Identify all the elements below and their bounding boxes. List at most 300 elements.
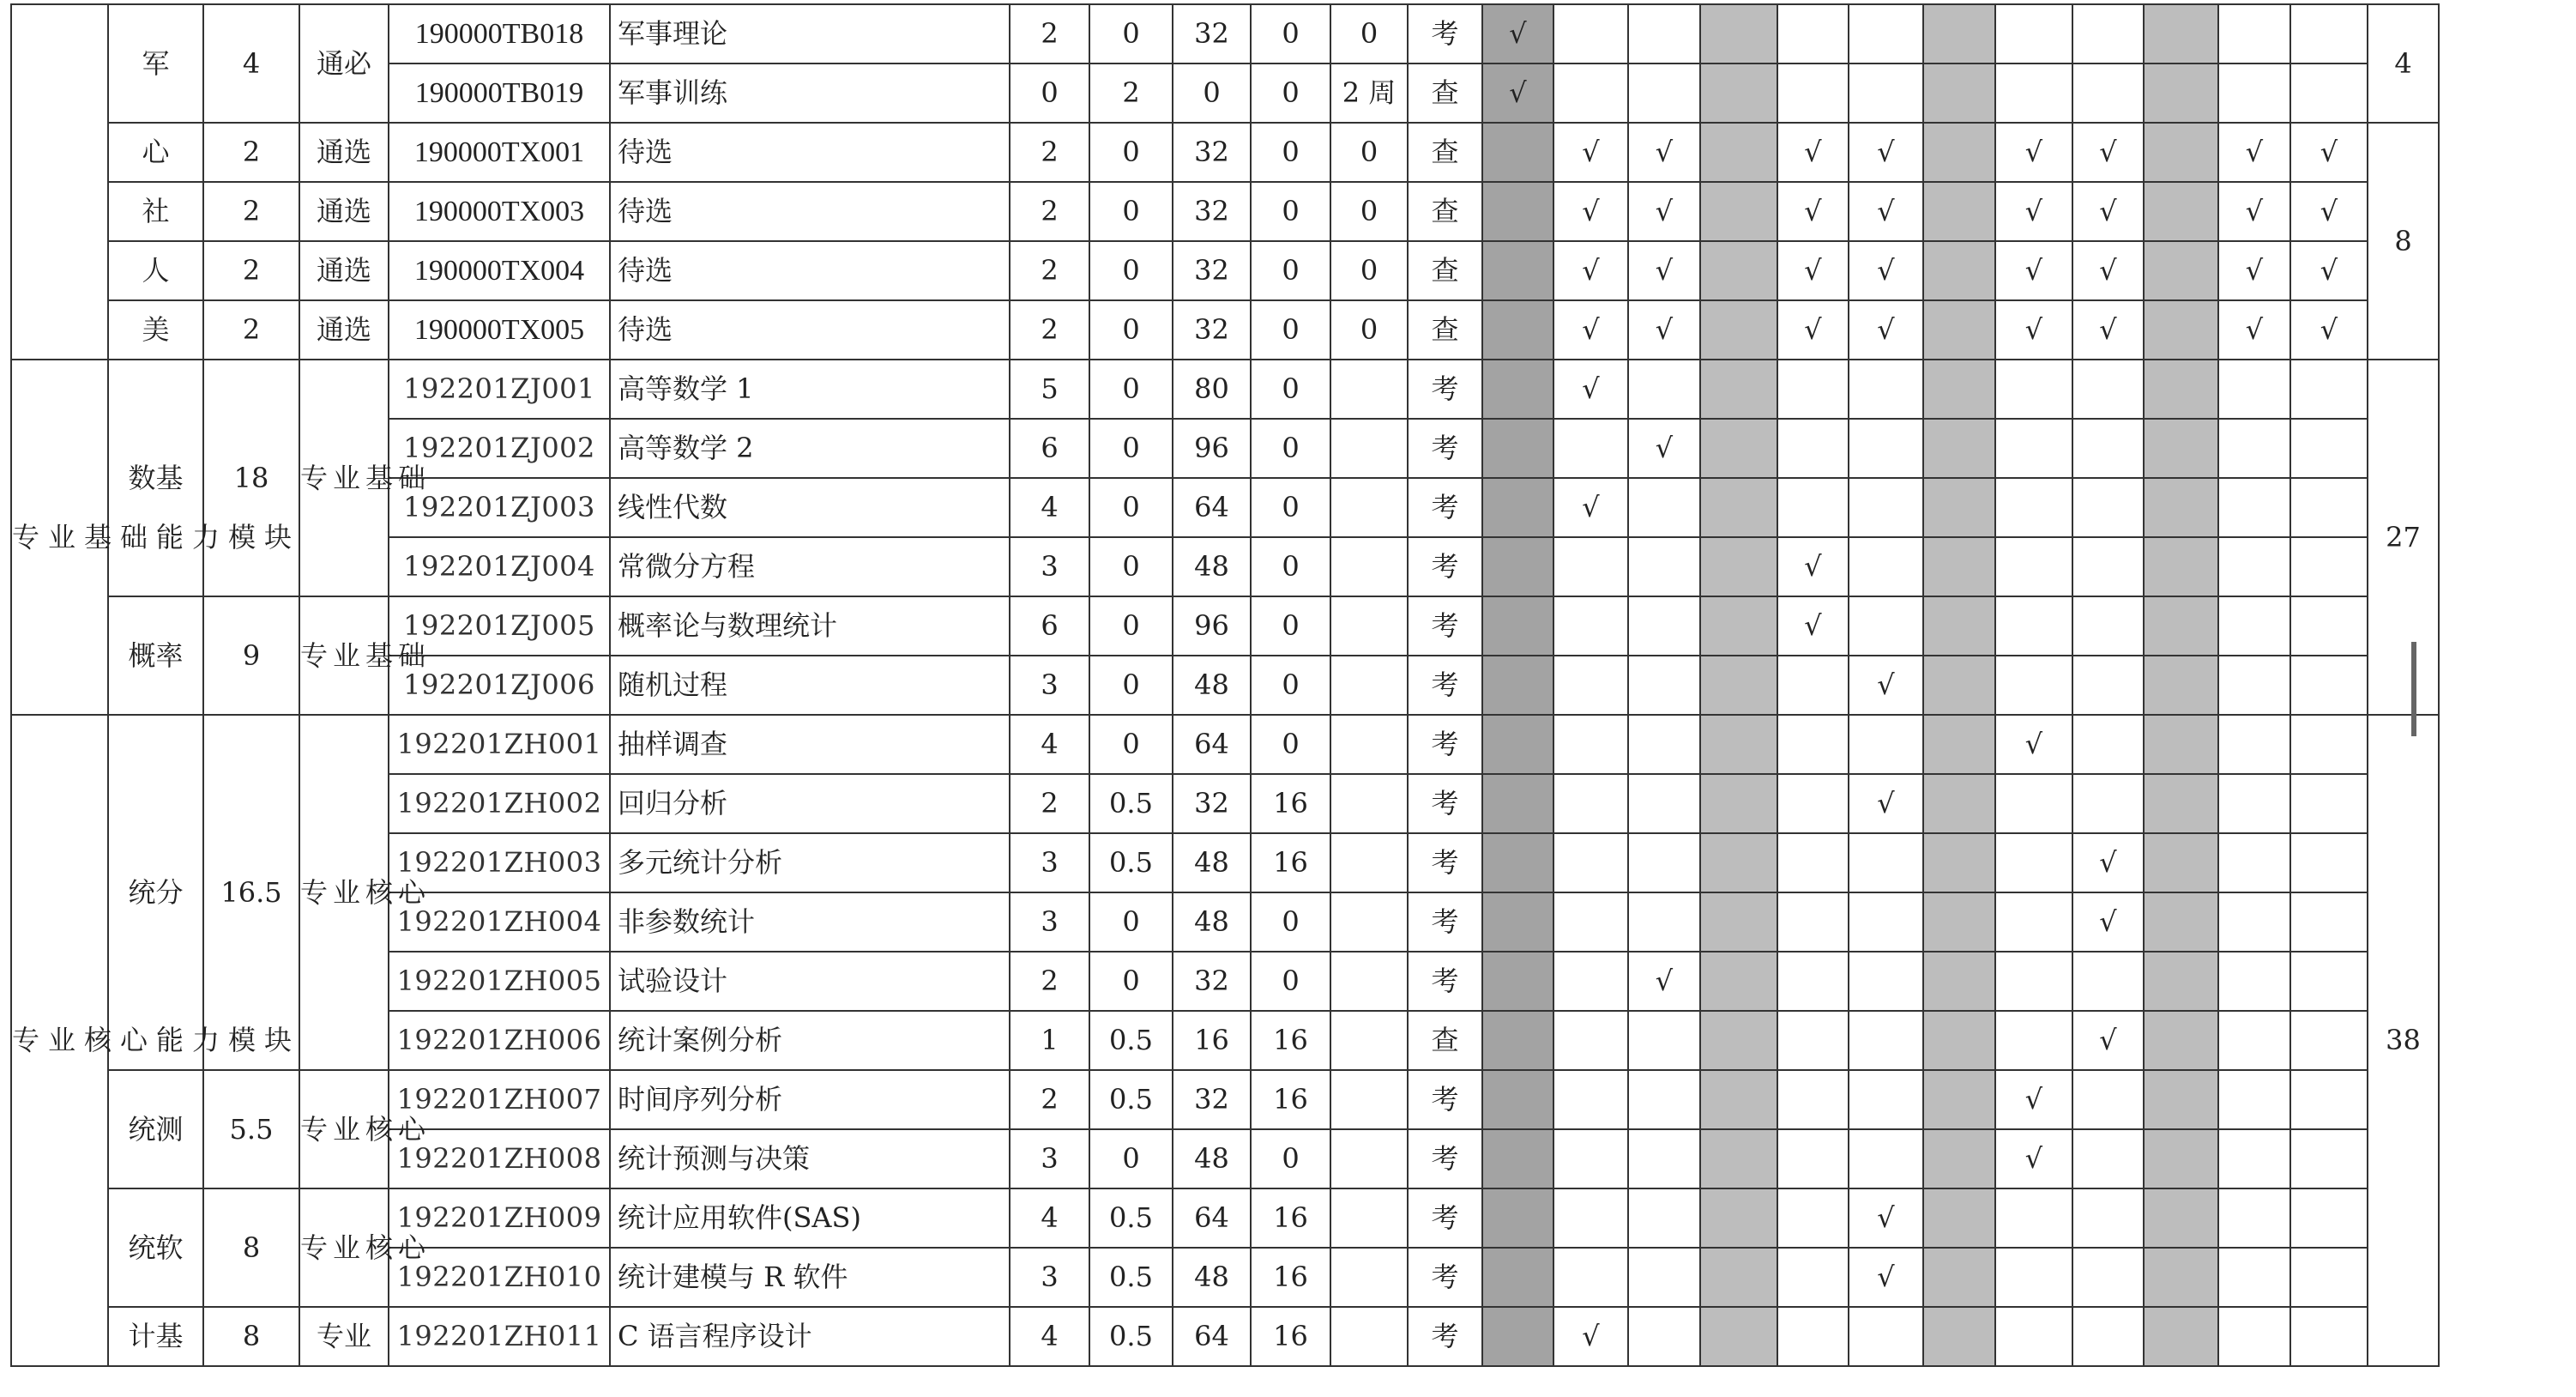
semester-check-cell	[2144, 478, 2218, 537]
course-name-cell: 待选	[610, 300, 1010, 360]
semester-check-cell	[2218, 478, 2290, 537]
practice-credits-cell: 0.5	[1089, 774, 1173, 833]
semester-check-cell	[2072, 478, 2144, 537]
course-credits-cell: 2	[1010, 1070, 1089, 1129]
practice-credits-cell: 0	[1089, 1129, 1173, 1188]
semester-check-cell	[2290, 360, 2368, 419]
semester-check-cell	[1995, 596, 2072, 656]
course-name-cell: 待选	[610, 241, 1010, 300]
theory-hours-cell: 16	[1173, 1011, 1251, 1070]
semester-check-cell	[1923, 833, 1995, 892]
semester-check-cell	[1923, 774, 1995, 833]
semester-check-cell	[2144, 64, 2218, 123]
type-cell: 专业核心	[299, 715, 389, 1070]
semester-check-cell	[1995, 478, 2072, 537]
practice-weeks-cell	[1330, 1188, 1408, 1248]
experiment-hours-cell: 16	[1251, 1188, 1330, 1248]
course-name-cell: 待选	[610, 123, 1010, 182]
semester-check-cell	[2072, 1129, 2144, 1188]
semester-check-cell	[1849, 952, 1923, 1011]
practice-weeks-cell: 0	[1330, 123, 1408, 182]
semester-check-cell	[1923, 241, 1995, 300]
semester-check-cell	[1700, 596, 1777, 656]
semester-check-cell	[1700, 656, 1777, 715]
course-name-cell: 高等数学 2	[610, 419, 1010, 478]
semester-check-cell: √	[2218, 182, 2290, 241]
theory-hours-cell: 80	[1173, 360, 1251, 419]
experiment-hours-cell: 16	[1251, 774, 1330, 833]
semester-check-cell	[1923, 182, 1995, 241]
assessment-cell: 查	[1408, 182, 1482, 241]
scrollbar-thumb[interactable]	[2411, 642, 2416, 736]
theory-hours-cell: 96	[1173, 419, 1251, 478]
course-name-cell: 概率论与数理统计	[610, 596, 1010, 656]
course-plan-document	[10, 3, 2421, 1390]
course-credits-cell: 5	[1010, 360, 1089, 419]
experiment-hours-cell: 16	[1251, 1011, 1330, 1070]
course-credits-cell: 3	[1010, 1129, 1089, 1188]
table-row	[11, 1070, 2575, 1129]
theory-hours-cell: 96	[1173, 596, 1251, 656]
semester-check-cell	[1849, 833, 1923, 892]
semester-check-cell	[1628, 774, 1700, 833]
practice-credits-cell: 2	[1089, 64, 1173, 123]
semester-check-cell	[1482, 241, 1553, 300]
module-cell-foundation: 专业基础能力模块	[11, 360, 108, 715]
theory-hours-cell: 32	[1173, 123, 1251, 182]
semester-check-cell	[2218, 1248, 2290, 1307]
semester-check-cell	[1777, 952, 1849, 1011]
semester-check-cell	[2072, 774, 2144, 833]
theory-hours-cell: 32	[1173, 4, 1251, 64]
course-code-cell: 190000TX005	[389, 300, 610, 360]
table-row	[11, 300, 2575, 360]
course-name-cell: 多元统计分析	[610, 833, 1010, 892]
table-row	[11, 360, 2575, 419]
practice-credits-cell: 0	[1089, 419, 1173, 478]
semester-check-cell	[1482, 478, 1553, 537]
semester-check-cell	[1700, 182, 1777, 241]
semester-check-cell	[1482, 360, 1553, 419]
practice-weeks-cell: 0	[1330, 182, 1408, 241]
semester-check-cell	[1482, 952, 1553, 1011]
table-row	[11, 64, 2575, 123]
semester-check-cell	[1777, 892, 1849, 952]
semester-check-cell	[1628, 64, 1700, 123]
course-code-cell: 192201ZH010	[389, 1248, 610, 1307]
theory-hours-cell: 48	[1173, 537, 1251, 596]
semester-check-cell: √	[1482, 4, 1553, 64]
type-cell: 专业核心	[299, 1070, 389, 1188]
semester-check-cell	[2218, 4, 2290, 64]
semester-check-cell	[1700, 537, 1777, 596]
assessment-cell: 考	[1408, 833, 1482, 892]
semester-check-cell	[1923, 419, 1995, 478]
semester-check-cell	[1995, 1307, 2072, 1366]
semester-check-cell	[2072, 1307, 2144, 1366]
semester-check-cell	[1482, 1070, 1553, 1129]
credits-cell: 18	[203, 360, 299, 596]
table-row	[11, 1188, 2575, 1248]
semester-check-cell	[1995, 774, 2072, 833]
semester-check-cell	[1849, 478, 1923, 537]
course-credits-cell: 2	[1010, 4, 1089, 64]
semester-check-cell	[1923, 300, 1995, 360]
semester-check-cell	[1482, 715, 1553, 774]
course-name-cell: C 语言程序设计	[610, 1307, 1010, 1366]
practice-weeks-cell	[1330, 1248, 1408, 1307]
semester-check-cell	[1923, 656, 1995, 715]
theory-hours-cell: 48	[1173, 656, 1251, 715]
semester-check-cell	[1777, 1248, 1849, 1307]
semester-check-cell	[1849, 419, 1923, 478]
semester-check-cell	[2144, 1070, 2218, 1129]
semester-check-cell	[1923, 360, 1995, 419]
semester-check-cell	[2144, 4, 2218, 64]
semester-check-cell	[1628, 1307, 1700, 1366]
experiment-hours-cell: 0	[1251, 478, 1330, 537]
semester-check-cell	[2218, 1307, 2290, 1366]
semester-check-cell	[1628, 715, 1700, 774]
semester-check-cell	[2218, 64, 2290, 123]
semester-check-cell	[1482, 419, 1553, 478]
semester-check-cell	[1995, 656, 2072, 715]
semester-check-cell	[1995, 360, 2072, 419]
semester-check-cell	[2218, 1011, 2290, 1070]
assessment-cell: 查	[1408, 123, 1482, 182]
table-row	[11, 952, 2575, 1011]
semester-check-cell	[2072, 360, 2144, 419]
semester-check-cell	[1849, 64, 1923, 123]
course-code-cell: 192201ZJ005	[389, 596, 610, 656]
semester-check-cell	[1482, 300, 1553, 360]
semester-check-cell: √	[1849, 774, 1923, 833]
course-credits-cell: 2	[1010, 182, 1089, 241]
semester-check-cell	[2072, 715, 2144, 774]
category-cell: 统软	[108, 1188, 203, 1307]
semester-check-cell: √	[2072, 182, 2144, 241]
assessment-cell: 考	[1408, 1129, 1482, 1188]
semester-check-cell	[1628, 537, 1700, 596]
semester-check-cell: √	[1995, 123, 2072, 182]
semester-check-cell	[1777, 656, 1849, 715]
semester-check-cell	[1995, 64, 2072, 123]
type-cell: 通选	[299, 300, 389, 360]
semester-check-cell	[2144, 1011, 2218, 1070]
type-cell: 通选	[299, 241, 389, 300]
table-row	[11, 537, 2575, 596]
course-credits-cell: 3	[1010, 1248, 1089, 1307]
semester-check-cell	[1482, 123, 1553, 182]
practice-credits-cell: 0	[1089, 596, 1173, 656]
module-cell-core: 专业核心能力模块	[11, 715, 108, 1366]
module-total-cell: 8	[2368, 123, 2439, 360]
semester-check-cell	[2218, 596, 2290, 656]
course-name-cell: 非参数统计	[610, 892, 1010, 952]
type-cell: 通选	[299, 123, 389, 182]
semester-check-cell	[1849, 360, 1923, 419]
table-row	[11, 182, 2575, 241]
semester-check-cell	[2218, 892, 2290, 952]
semester-check-cell: √	[2290, 182, 2368, 241]
course-name-cell: 军事训练	[610, 64, 1010, 123]
semester-check-cell: √	[1777, 596, 1849, 656]
theory-hours-cell: 0	[1173, 64, 1251, 123]
semester-check-cell	[2144, 1248, 2218, 1307]
course-code-cell: 192201ZH011	[389, 1307, 610, 1366]
semester-check-cell: √	[1995, 182, 2072, 241]
practice-weeks-cell	[1330, 419, 1408, 478]
semester-check-cell	[1553, 774, 1628, 833]
semester-check-cell: √	[1553, 1307, 1628, 1366]
semester-check-cell	[1700, 478, 1777, 537]
assessment-cell: 查	[1408, 1011, 1482, 1070]
course-name-cell: 常微分方程	[610, 537, 1010, 596]
practice-weeks-cell	[1330, 1011, 1408, 1070]
semester-check-cell	[1923, 478, 1995, 537]
semester-check-cell	[1923, 1307, 1995, 1366]
semester-check-cell: √	[1553, 300, 1628, 360]
semester-check-cell	[1700, 419, 1777, 478]
experiment-hours-cell: 0	[1251, 952, 1330, 1011]
course-name-cell: 统计案例分析	[610, 1011, 1010, 1070]
semester-check-cell	[1995, 833, 2072, 892]
semester-check-cell	[1482, 1011, 1553, 1070]
assessment-cell: 查	[1408, 300, 1482, 360]
semester-check-cell	[2144, 182, 2218, 241]
semester-check-cell	[1923, 892, 1995, 952]
course-name-cell: 统计建模与 R 软件	[610, 1248, 1010, 1307]
theory-hours-cell: 48	[1173, 892, 1251, 952]
theory-hours-cell: 32	[1173, 182, 1251, 241]
semester-check-cell: √	[2218, 123, 2290, 182]
semester-check-cell: √	[1777, 182, 1849, 241]
semester-check-cell	[1923, 537, 1995, 596]
course-credits-cell: 6	[1010, 596, 1089, 656]
table-row	[11, 1011, 2575, 1070]
credits-cell: 2	[203, 123, 299, 182]
semester-check-cell	[2144, 300, 2218, 360]
assessment-cell: 考	[1408, 419, 1482, 478]
semester-check-cell	[1553, 715, 1628, 774]
course-name-cell: 统计应用软件(SAS)	[610, 1188, 1010, 1248]
practice-credits-cell: 0.5	[1089, 1248, 1173, 1307]
semester-check-cell	[1553, 4, 1628, 64]
experiment-hours-cell: 0	[1251, 182, 1330, 241]
category-cell: 计基	[108, 1307, 203, 1366]
semester-check-cell	[2144, 1188, 2218, 1248]
semester-check-cell	[1482, 1188, 1553, 1248]
experiment-hours-cell: 0	[1251, 1129, 1330, 1188]
semester-check-cell	[2144, 241, 2218, 300]
semester-check-cell	[1553, 952, 1628, 1011]
course-code-cell: 192201ZH003	[389, 833, 610, 892]
semester-check-cell	[1923, 123, 1995, 182]
semester-check-cell	[1777, 774, 1849, 833]
course-code-cell: 192201ZJ002	[389, 419, 610, 478]
course-credits-cell: 2	[1010, 952, 1089, 1011]
semester-check-cell	[1777, 715, 1849, 774]
semester-check-cell: √	[1777, 300, 1849, 360]
semester-check-cell	[1777, 419, 1849, 478]
credits-cell: 9	[203, 596, 299, 715]
course-credits-cell: 4	[1010, 1188, 1089, 1248]
semester-check-cell	[2290, 892, 2368, 952]
course-name-cell: 军事理论	[610, 4, 1010, 64]
semester-check-cell	[1777, 1307, 1849, 1366]
semester-check-cell: √	[2218, 241, 2290, 300]
semester-check-cell: √	[1553, 182, 1628, 241]
credits-cell: 8	[203, 1307, 299, 1366]
theory-hours-cell: 32	[1173, 300, 1251, 360]
semester-check-cell	[2072, 1248, 2144, 1307]
semester-check-cell	[2144, 833, 2218, 892]
practice-credits-cell: 0.5	[1089, 1188, 1173, 1248]
semester-check-cell	[1849, 1307, 1923, 1366]
semester-check-cell	[1923, 1129, 1995, 1188]
semester-check-cell	[1628, 1070, 1700, 1129]
semester-check-cell: √	[1628, 241, 1700, 300]
practice-weeks-cell	[1330, 774, 1408, 833]
course-credits-cell: 4	[1010, 1307, 1089, 1366]
course-credits-cell: 4	[1010, 715, 1089, 774]
semester-check-cell	[2218, 1070, 2290, 1129]
course-name-cell: 时间序列分析	[610, 1070, 1010, 1129]
semester-check-cell	[1628, 1188, 1700, 1248]
course-name-cell: 高等数学 1	[610, 360, 1010, 419]
category-cell: 概率	[108, 596, 203, 715]
semester-check-cell	[1553, 892, 1628, 952]
table-row	[11, 774, 2575, 833]
course-name-cell: 抽样调查	[610, 715, 1010, 774]
course-code-cell: 192201ZJ001	[389, 360, 610, 419]
semester-check-cell	[2290, 656, 2368, 715]
semester-check-cell	[2290, 4, 2368, 64]
semester-check-cell	[1482, 537, 1553, 596]
semester-check-cell	[1700, 774, 1777, 833]
experiment-hours-cell: 0	[1251, 241, 1330, 300]
semester-check-cell: √	[1553, 241, 1628, 300]
semester-check-cell	[2218, 952, 2290, 1011]
semester-check-cell	[2144, 656, 2218, 715]
semester-check-cell	[1849, 715, 1923, 774]
semester-check-cell	[2072, 952, 2144, 1011]
assessment-cell: 考	[1408, 478, 1482, 537]
semester-check-cell	[1700, 1248, 1777, 1307]
experiment-hours-cell: 16	[1251, 833, 1330, 892]
experiment-hours-cell: 0	[1251, 715, 1330, 774]
semester-check-cell	[1553, 1248, 1628, 1307]
semester-check-cell	[2290, 1011, 2368, 1070]
course-code-cell: 192201ZJ004	[389, 537, 610, 596]
semester-check-cell	[2290, 833, 2368, 892]
theory-hours-cell: 48	[1173, 833, 1251, 892]
semester-check-cell	[2072, 64, 2144, 123]
semester-check-cell	[2144, 537, 2218, 596]
assessment-cell: 考	[1408, 774, 1482, 833]
semester-check-cell	[1700, 360, 1777, 419]
practice-weeks-cell	[1330, 892, 1408, 952]
semester-check-cell	[2072, 1070, 2144, 1129]
semester-check-cell	[1995, 1011, 2072, 1070]
semester-check-cell	[1995, 419, 2072, 478]
assessment-cell: 考	[1408, 952, 1482, 1011]
assessment-cell: 考	[1408, 4, 1482, 64]
semester-check-cell	[1628, 478, 1700, 537]
type-cell: 通选	[299, 182, 389, 241]
semester-check-cell: √	[1849, 241, 1923, 300]
semester-check-cell	[1923, 952, 1995, 1011]
theory-hours-cell: 32	[1173, 1070, 1251, 1129]
course-credits-cell: 2	[1010, 123, 1089, 182]
category-cell: 美	[108, 300, 203, 360]
theory-hours-cell: 64	[1173, 715, 1251, 774]
semester-check-cell	[2218, 656, 2290, 715]
module-total-cell: 4	[2368, 4, 2439, 123]
table-row	[11, 241, 2575, 300]
experiment-hours-cell: 0	[1251, 300, 1330, 360]
module-cell-general	[11, 4, 108, 360]
semester-check-cell	[1482, 1129, 1553, 1188]
semester-check-cell	[1700, 4, 1777, 64]
semester-check-cell: √	[1849, 1248, 1923, 1307]
semester-check-cell	[1777, 1129, 1849, 1188]
practice-credits-cell: 0	[1089, 892, 1173, 952]
semester-check-cell	[1923, 1188, 1995, 1248]
semester-check-cell	[2144, 892, 2218, 952]
theory-hours-cell: 64	[1173, 1188, 1251, 1248]
semester-check-cell	[1482, 1248, 1553, 1307]
semester-check-cell	[1628, 656, 1700, 715]
experiment-hours-cell: 16	[1251, 1307, 1330, 1366]
semester-check-cell	[1628, 1011, 1700, 1070]
semester-check-cell: √	[2290, 123, 2368, 182]
course-credits-cell: 2	[1010, 241, 1089, 300]
semester-check-cell: √	[1777, 123, 1849, 182]
semester-check-cell: √	[1995, 1129, 2072, 1188]
semester-check-cell: √	[1849, 300, 1923, 360]
course-code-cell: 190000TX001	[389, 123, 610, 182]
credits-cell: 5.5	[203, 1070, 299, 1188]
practice-weeks-cell: 0	[1330, 4, 1408, 64]
semester-check-cell	[1700, 1307, 1777, 1366]
assessment-cell: 考	[1408, 360, 1482, 419]
assessment-cell: 考	[1408, 1188, 1482, 1248]
semester-check-cell: √	[2072, 123, 2144, 182]
semester-check-cell	[2218, 833, 2290, 892]
assessment-cell: 查	[1408, 241, 1482, 300]
semester-check-cell: √	[1995, 715, 2072, 774]
theory-hours-cell: 64	[1173, 478, 1251, 537]
semester-check-cell	[2218, 537, 2290, 596]
semester-check-cell	[1849, 1011, 1923, 1070]
semester-check-cell	[2144, 123, 2218, 182]
semester-check-cell: √	[1849, 656, 1923, 715]
course-name-cell: 随机过程	[610, 656, 1010, 715]
semester-check-cell: √	[1995, 1070, 2072, 1129]
semester-check-cell	[1700, 1188, 1777, 1248]
category-cell: 数基	[108, 360, 203, 596]
type-cell: 专业基础	[299, 596, 389, 715]
assessment-cell: 考	[1408, 1248, 1482, 1307]
table-row	[11, 4, 2575, 64]
semester-check-cell	[2290, 1129, 2368, 1188]
semester-check-cell	[2290, 1188, 2368, 1248]
semester-check-cell	[2072, 4, 2144, 64]
table-row	[11, 1307, 2575, 1366]
experiment-hours-cell: 0	[1251, 596, 1330, 656]
semester-check-cell	[1849, 1129, 1923, 1188]
